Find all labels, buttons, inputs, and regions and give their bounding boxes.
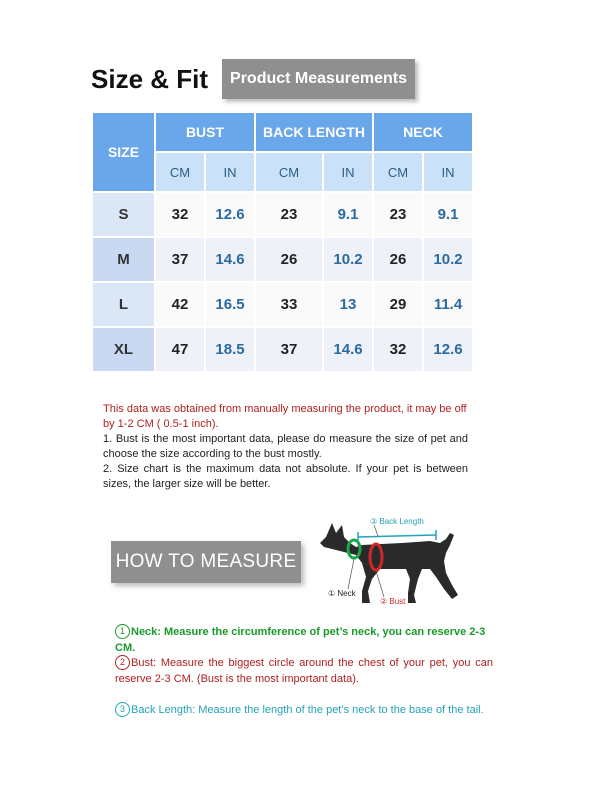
size-table	[91, 111, 474, 373]
table-cell: 10.2	[424, 238, 472, 281]
table-cell: 37	[256, 328, 322, 371]
measurement-disclaimer	[103, 402, 468, 432]
table-cell: 13	[324, 283, 372, 326]
back-length-instruction	[115, 702, 493, 718]
size-label: S	[93, 193, 154, 236]
table-cell: 14.6	[206, 238, 254, 281]
table-cell: 18.5	[206, 328, 254, 371]
measurement-notes	[103, 432, 468, 492]
unit-header: IN	[324, 153, 372, 191]
unit-header: CM	[156, 153, 204, 191]
table-cell: 29	[374, 283, 422, 326]
unit-header: CM	[256, 153, 322, 191]
bust-instruction	[115, 655, 493, 687]
size-label: L	[93, 283, 154, 326]
bust-group-header: BUST	[156, 113, 254, 151]
table-cell: 16.5	[206, 283, 254, 326]
table-row	[93, 238, 472, 281]
table-cell: 14.6	[324, 328, 372, 371]
table-row	[93, 328, 472, 371]
neck-instruction	[115, 624, 493, 656]
table-cell: 26	[256, 238, 322, 281]
number-badge: 2	[115, 655, 130, 670]
page-title: Size & Fit	[91, 64, 209, 94]
unit-header: IN	[424, 153, 472, 191]
back-length-label: ③ Back Length	[370, 517, 424, 526]
table-cell: 9.1	[424, 193, 472, 236]
table-row	[93, 283, 472, 326]
table-cell: 47	[156, 328, 204, 371]
size-column-header: SIZE	[93, 113, 154, 191]
table-cell: 11.4	[424, 283, 472, 326]
bust-label: ② Bust	[380, 597, 406, 606]
table-cell: 23	[374, 193, 422, 236]
table-cell: 26	[374, 238, 422, 281]
size-label: XL	[93, 328, 154, 371]
table-cell: 32	[156, 193, 204, 236]
neck-label: ① Neck	[328, 589, 356, 598]
table-cell: 33	[256, 283, 322, 326]
table-cell: 9.1	[324, 193, 372, 236]
table-row	[93, 193, 472, 236]
unit-header: IN	[206, 153, 254, 191]
table-cell: 42	[156, 283, 204, 326]
disclaimer-text: This data was obtained from manually measuring the product, it may be off by 1-2 CM ( 0.5-1 inch).	[103, 403, 467, 430]
note-point-2: 2. Size chart is the maximum data not absolute. If your pet is between sizes, the larger size will be better.	[103, 463, 468, 490]
how-to-measure-badge: HOW TO MEASURE	[111, 541, 301, 583]
table-cell: 12.6	[424, 328, 472, 371]
table-cell: 32	[374, 328, 422, 371]
size-label: M	[93, 238, 154, 281]
table-cell: 10.2	[324, 238, 372, 281]
neck-instruction-text: Neck: Measure the circumference of pet’s neck, you can reserve 2-3 CM.	[115, 626, 486, 654]
dog-measurement-diagram	[318, 503, 464, 615]
back-length-group-header: BACK LENGTH	[256, 113, 372, 151]
note-point-1: 1. Bust is the most important data, please do measure the size of pet and choose the size according to the bust mostly.	[103, 433, 468, 460]
unit-header: CM	[374, 153, 422, 191]
bust-instruction-text: Bust: Measure the biggest circle around the chest of your pet, you can reserve 2-3 CM. (Bust is the most important data).	[115, 657, 493, 685]
number-badge: 1	[115, 624, 130, 639]
table-cell: 37	[156, 238, 204, 281]
table-cell: 12.6	[206, 193, 254, 236]
product-measurements-badge: Product Measurements	[222, 59, 415, 99]
neck-group-header: NECK	[374, 113, 472, 151]
back-length-instruction-text: Back Length: Measure the length of the pet’s neck to the base of the tail.	[131, 704, 484, 716]
table-cell: 23	[256, 193, 322, 236]
number-badge: 3	[115, 702, 130, 717]
